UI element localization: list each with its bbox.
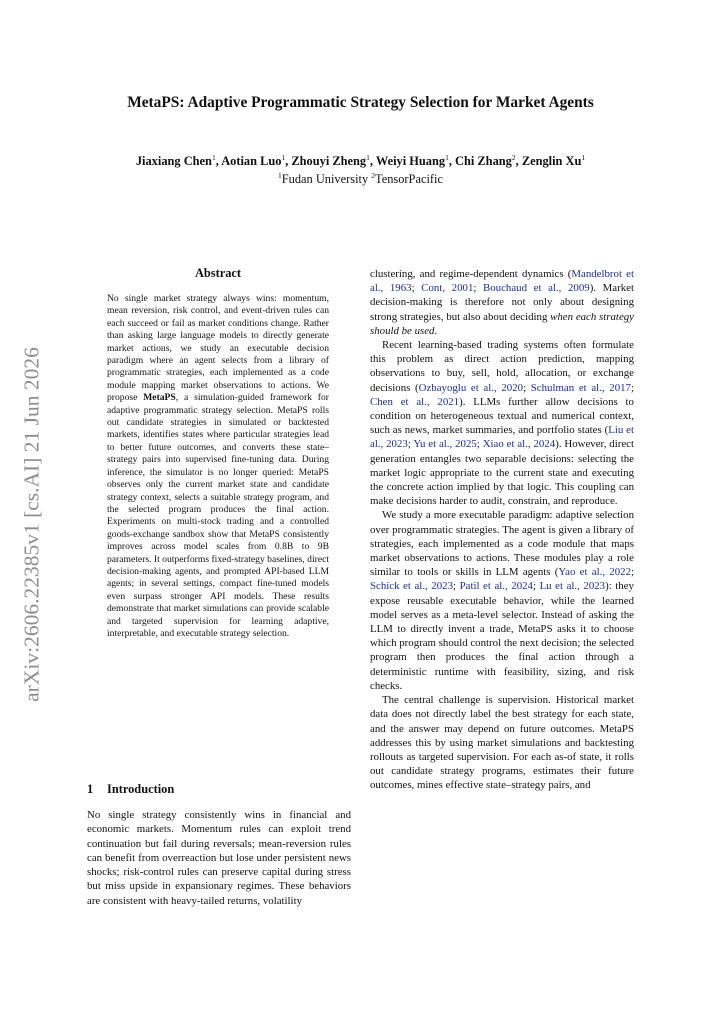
citation-separator: ; [453,580,460,593]
intro-paragraph-2 [370,338,634,508]
abstract-text: No single market strategy always wins: momentum, mean reversion, risk control, and event-driven rules can each succeed or fail as market conditions change. Rather than asking large language models to directly generate market actions, we study an executable decision paradigm where an agent selects from a library of programmatic strategies, each implemented as a code module mapping market observations to actions. We propose [107,293,329,404]
citation-separator: ; [407,438,414,451]
citation-separator: ; [630,381,634,394]
affiliation-name: TensorPacific [375,172,443,186]
citation-link[interactable]: Yu et al., 2025 [413,438,477,451]
section-title: Introduction [107,782,175,796]
citation-separator: ; [523,381,531,394]
intro-paragraph-1: No single strategy consistently wins in financial and economic markets. Momentum rules can exploit trend continuation but fail during reversals; mean-reversion rules can benefit from overreaction but lose under persistent news shocks; risk-control rules can preserve capital during stress but miss upside in expansionary regimes. These behaviors are consistent with heavy-tailed returns, volatility [87,809,351,907]
paragraph-text: ). However, direct generation entangles two separable decisions: selecting the market logic appropriate to the current state and executing the concrete action implied by that logic. This coupling can make decisions harder to audit, constrain, and reproduce. [370,438,634,508]
paper-title: MetaPS: Adaptive Programmatic Strategy Selection for Market Agents [127,94,594,111]
citation-link[interactable]: Bouchaud et al., 2009 [483,282,590,295]
author-list: Jiaxiang Chen$^1$, Aotian Luo$^1$, Zhouyi Zheng$^1$, Weiyi Huang$^1$, Chi Zhang$^2$, Zenglin Xu$^1$ [135,153,586,168]
citation-link[interactable]: Lu et al., 2023 [539,580,606,593]
abstract-heading: Abstract [194,266,242,280]
affiliation-mark: 1 [278,171,282,180]
author-name: Weiyi Huang [375,154,446,168]
author-name: Zenglin Xu [521,154,582,168]
citation-link[interactable]: Liu et al., 2023 [370,424,634,451]
citation-link[interactable]: Mandelbrot et al., 1963 [370,268,634,295]
abstract-body [107,293,329,640]
affiliation-list [0,172,721,187]
citation-link[interactable]: Xiao et al., 2024 [482,438,556,451]
section-number: 1 [87,782,94,796]
author-affiliation-mark: 2 [511,153,516,162]
citation-link[interactable]: Schulman et al., 2017 [530,381,631,394]
paragraph-text: ): they expose reusable executable behavior, while the learned model serves as a meta-level selector. Instead of asking the LLM to directly invent a trade, MetaPS asks it to choose which program should control the next decision; the selected program then produces the final action through a deterministic runtime with feasibility, sizing, and risk checks. [370,580,634,692]
author-name: Zhouyi Zheng [291,154,367,168]
method-name: MetaPS [143,392,176,404]
author-affiliation-mark: 1 [445,153,449,162]
intro-paragraph-1-continued [370,267,634,338]
author-affiliation-mark: 1 [366,153,370,162]
paragraph-text: ). Market decision-making is therefore not only about designing strong strategies, but also about deciding [370,282,634,323]
author-name: Chi Zhang [455,154,512,168]
section-heading-introduction [87,782,174,797]
citation-separator: ; [473,282,484,295]
intro-paragraph-4: The central challenge is supervision. Historical market data does not directly label the best strategy for each state, and the answer may depend on future outcomes. MetaPS addresses this by using market simulations and backtesting rollouts as targeted supervision. For each as-of state, it rolls out candidate strategy programs, estimates their future outcomes, mines effective state–strategy pairs, and [370,694,634,792]
author-name: Jiaxiang Chen [135,154,212,168]
abstract-text: , a simulation-guided framework for adaptive programmatic strategy selection. MetaPS rolls out candidate strategies in simulated or backtested markets, identifies states where particular strategies lead to better future outcomes, and converts these state–strategy pairs into supervised fine-tuning data. During inference, the simulator is no longer queried: MetaPS observes only the current market state and candidate strategy context, selects a suitable strategy program, and the selected program produces the final action. Experiments on multi-stock trading and a controlled goods-exchange sandbox show that MetaPS consistently improves across model scales from 0.8B to 9B parameters. It outperforms fixed-strategy baselines, direct decision-making agents, and prompted API-based LLM agents; in several settings, compact fine-tuned models even surpass stronger API models. These results demonstrate that market simulations can provide scalable and targeted supervision for learning adaptive, interpretable, and executable strategy selection. [107,392,329,639]
author-affiliation-mark: 1 [281,153,286,162]
citation-link[interactable]: Cont, 2001 [421,282,474,295]
citation-link[interactable]: Chen et al., 2021 [370,395,460,408]
citation-link[interactable]: Schick et al., 2023 [370,580,453,593]
paragraph-text: Recent learning-based trading systems often formulate this problem as direct action prediction, mapping observations to buy, sell, hold, allocation, or exchange decisions ( [370,339,634,394]
arxiv-identifier-stamp: arXiv:2606.22385v1 [cs.AI] 21 Jun 2026 [19,347,44,702]
citation-separator: ; [411,282,422,295]
affiliation-name: Fudan University [281,172,369,186]
paragraph-text: clustering, and regime-dependent dynamics ( [370,268,572,280]
author-name: Aotian Luo [221,154,282,168]
paragraph-text: We study a more executable paradigm: adaptive selection over programmatic strategies. The agent is given a library of strategies, each implemented as a code module that maps market observations to actions. These modules play a role similar to tools or skills in LLM agents ( [370,509,634,579]
paragraph-text: ). LLMs further allow decisions to condition on heterogeneous textual and numerical context, such as news, market summaries, and portfolio states ( [370,395,634,437]
emphasis-text: when each strategy should be used [370,310,634,337]
intro-paragraph-3 [370,508,634,693]
paragraph-text: . [434,324,438,337]
citation-link[interactable]: Yao et al., 2022 [558,566,631,579]
affiliation-mark: 2 [371,171,376,180]
citation-link[interactable]: Ozbayoglu et al., 2020 [418,381,524,394]
citation-separator: ; [532,580,540,593]
right-column [370,267,634,793]
citation-separator: ; [476,438,483,451]
author-affiliation-mark: 1 [211,153,216,162]
author-affiliation-mark: 1 [581,153,586,162]
citation-link[interactable]: Patil et al., 2024 [459,580,533,593]
citation-separator: ; [631,566,635,579]
